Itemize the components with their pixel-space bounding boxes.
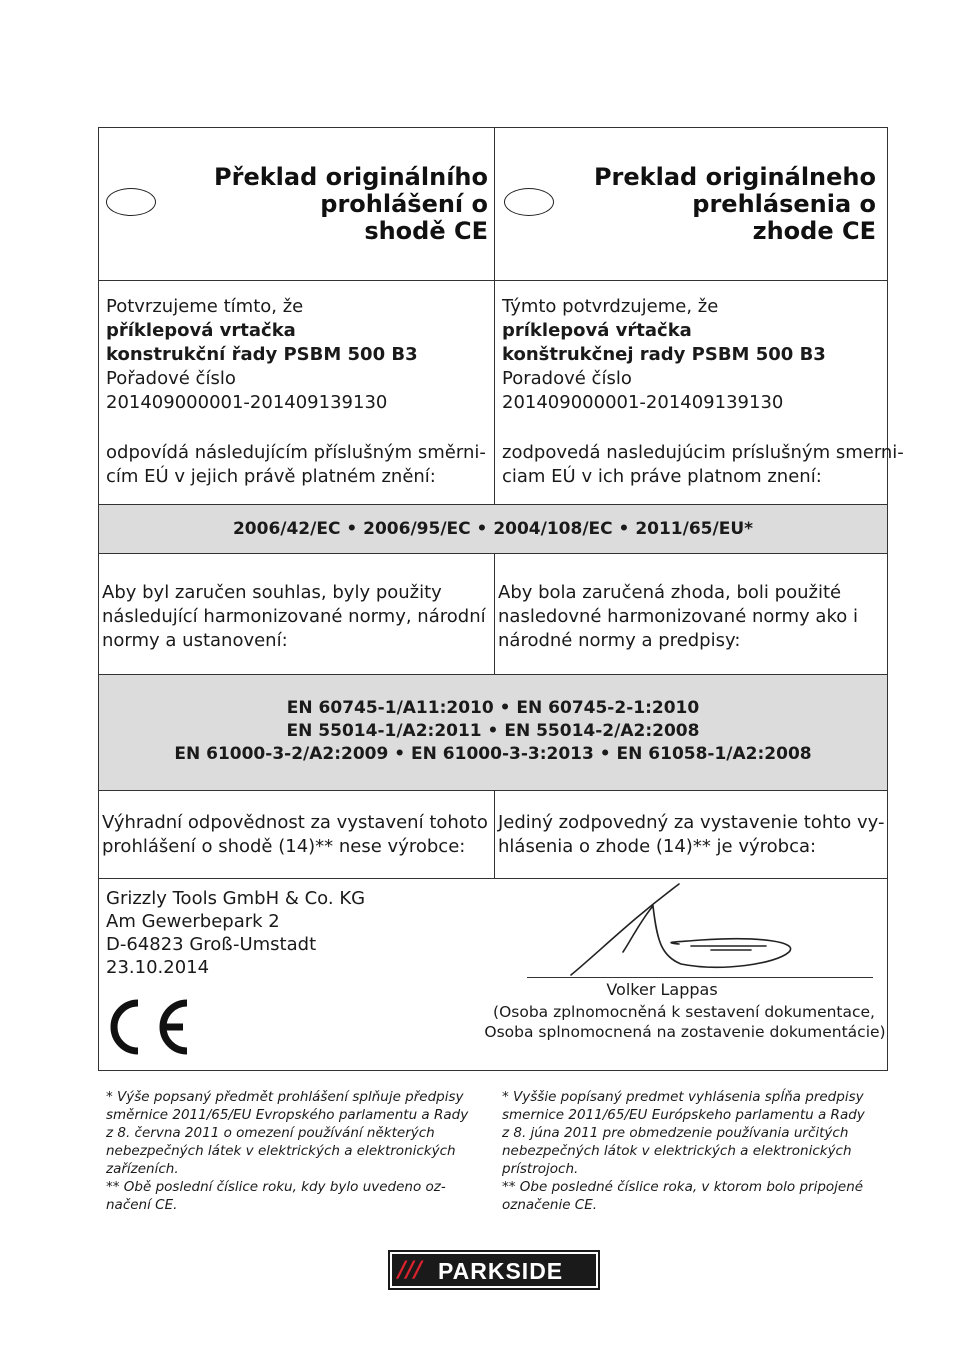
sk-title: Preklad originálneho prehlásenia o zhode CE <box>593 163 876 245</box>
signature <box>561 880 821 980</box>
parkside-logo: /// PARKSIDE <box>390 1252 598 1288</box>
directives-list: 2006/42/EC • 2006/95/EC • 2004/108/EC • 2011/65/EU* <box>232 519 754 539</box>
signatory-role-sk: Osoba splnomocnená na zostavenie dokumentácie) <box>484 1023 886 1041</box>
responsibility-sk: Jediný zodpovedný za vystavenie tohto vy- hlásenia o zhode (14)** je výrobca: <box>498 812 885 857</box>
ce-mark <box>105 996 191 1058</box>
norms-line-2: EN 55014-1/A2:2011 • EN 55014-2/A2:2008 <box>286 721 700 741</box>
norms-row <box>99 675 887 791</box>
norms-intro-cz: Aby byl zaručen souhlas, byly použity následující harmonizované normy, národní normy a ustanovení: <box>102 582 486 651</box>
signatory-role-cz: (Osoba zplnomocněná k sestavení dokumentace, <box>493 1003 875 1021</box>
signatory-name: Volker Lappas <box>606 980 718 999</box>
declaration-table <box>98 127 904 1071</box>
product-sk: Týmto potvrdzujeme, že príklepová vŕtačka konštrukčnej rady PSBM 500 B3 Poradové číslo 201409000001-201409139130 zodpovedá nasledujúcim príslušným smerni- ciam EÚ v ich práve platnom znení: <box>502 296 904 487</box>
title-row <box>99 128 887 281</box>
footnote-cz: * Výše popsaný předmět prohlášení splňuje předpisy směrnice 2011/65/EU Evropského parlamentu a Rady z 8. června 2011 o omezení používání některých nebezpečných látek v elektrických a elektronických zařízeních. ** Obě poslední číslice roku, kdy bylo uvedeno oz- načení CE. <box>106 1089 469 1213</box>
cz-title: Překlad originálního prohlášení o shodě CE <box>214 163 488 245</box>
responsibility-row <box>99 791 887 879</box>
norms-line-1: EN 60745-1/A11:2010 • EN 60745-2-1:2010 <box>286 698 700 718</box>
responsibility-cz: Výhradní odpovědnost za vystavení tohoto prohlášení o shodě (14)** nese výrobce: <box>102 812 488 857</box>
directives-row <box>99 505 887 554</box>
manufacturer-address: Grizzly Tools GmbH & Co. KG Am Gewerbepark 2 D-64823 Groß-Umstadt 23.10.2014 <box>106 888 366 978</box>
norms-intro-row <box>99 554 887 675</box>
product-row <box>99 281 904 505</box>
norms-line-3: EN 61000-3-2/A2:2009 • EN 61000-3-3:2013 • EN 61058-1/A2:2008 <box>174 744 812 764</box>
language-badge-sk <box>504 188 554 216</box>
footnote-sk: * Vyššie popísaný predmet vyhlásenia spĺňa predpisy smernice 2011/65/EU Európskeho parlamentu a Rady z 8. júna 2011 pre obmedzenie používania určitých nebezpečných látok v elektrických a elektronických prístrojoch. ** Obe posledné číslice roka, v ktorom bolo pripojené označenie CE. <box>502 1089 865 1213</box>
product-cz: Potvrzujeme tímto, že příklepová vrtačka konstrukční řady PSBM 500 B3 Pořadové číslo 201409000001-201409139130 odpovídá následujícím příslušným směrni- cím EÚ v jejich právě platném znění: <box>106 296 486 487</box>
language-badge-cz <box>106 188 156 216</box>
norms-intro-sk: Aby bola zaručená zhoda, boli použité nasledovné harmonizované normy ako i národné normy a predpisy: <box>498 582 858 651</box>
